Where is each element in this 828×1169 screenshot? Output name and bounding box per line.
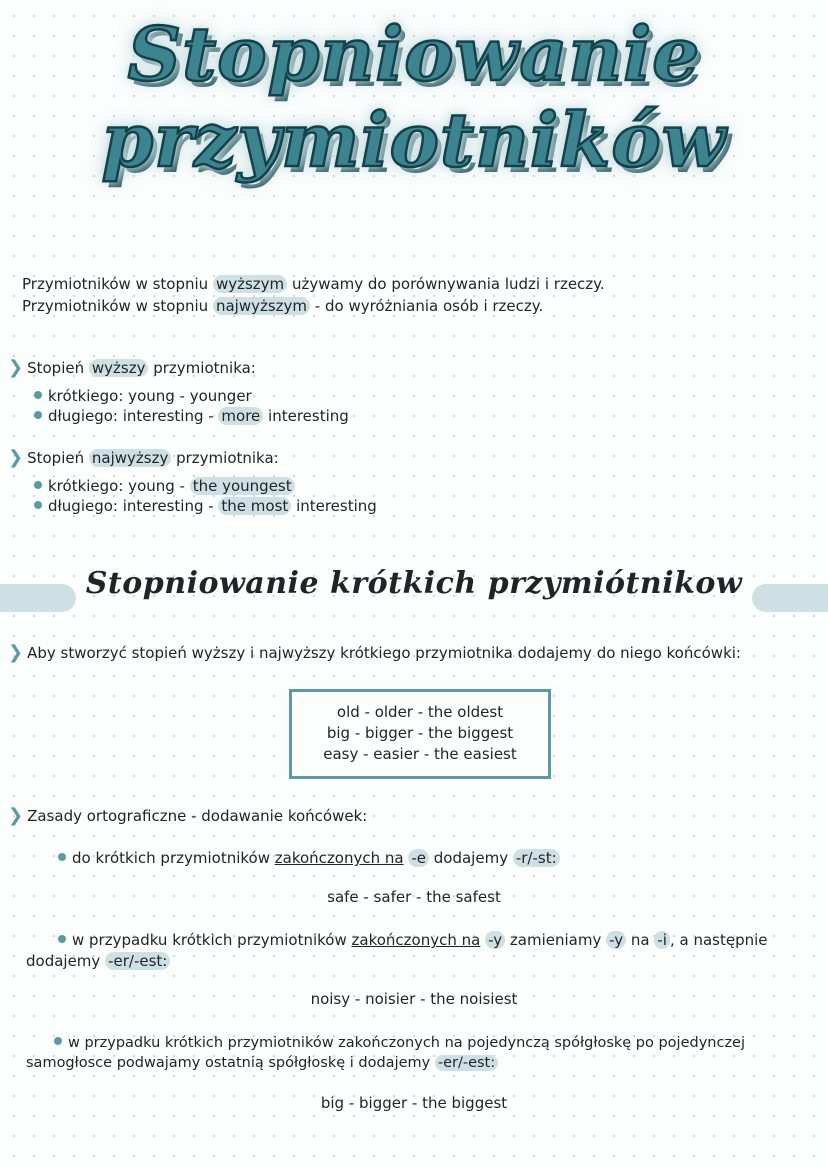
intro-highlight-wyzszym: wyższym <box>213 275 287 293</box>
section-rule <box>8 642 741 664</box>
bullet-icon <box>34 501 42 509</box>
intro-line-2-text-a: Przymiotników w stopniu <box>22 297 213 315</box>
spelling-rule-2-highlight-1: -y <box>485 931 505 949</box>
comparative-heading <box>8 357 256 379</box>
spelling-rule-3-line-2-text: samogłosce podwajamy ostatnią spółgłoskę i dodajemy <box>26 1055 435 1071</box>
spelling-rule-2-underline: zakończonych na <box>351 931 481 949</box>
spelling-rule-2-highlight-3: -i <box>654 931 670 949</box>
spelling-heading <box>8 805 367 827</box>
superlative-item-short <box>34 476 295 497</box>
spelling-example-1: safe - safer - the safest <box>327 888 501 906</box>
spelling-example-3: big - bigger - the biggest <box>320 1094 508 1112</box>
superlative-item-long-text-b: interesting <box>291 497 377 515</box>
spelling-rule-2-text-d: , a następnie <box>669 931 768 949</box>
comparative-heading-highlight: wyższy <box>89 359 149 377</box>
example-line: old - older - the oldest <box>336 703 504 721</box>
superlative-item-short-text: krótkiego: young - <box>48 477 190 495</box>
chevron-right-icon: ❯ <box>8 447 24 468</box>
example-line: big - bigger - the biggest <box>326 724 514 742</box>
chevron-right-icon: ❯ <box>8 642 24 663</box>
superlative-heading <box>8 447 279 469</box>
spelling-rule-3-line-2-highlight: -er/-est: <box>435 1055 498 1071</box>
comparative-item-long <box>34 406 349 427</box>
chevron-right-icon: ❯ <box>8 357 24 378</box>
comparative-item-long-text-a: długiego: interesting - <box>48 407 219 425</box>
spelling-rule-3-text: w przypadku krótkich przymiotników zakończonych na pojedynczą spółgłoskę po pojedynczej <box>68 1035 746 1051</box>
intro-highlight-najwyzszym: najwyższym <box>213 297 310 315</box>
comparative-item-short <box>34 386 252 407</box>
superlative-item-short-highlight: the youngest <box>190 477 295 495</box>
comparative-heading-text-b: przymiotnika: <box>148 359 256 377</box>
bullet-icon <box>58 935 66 943</box>
intro-line-2-text-b: - do wyróżniania osób i rzeczy. <box>310 297 544 315</box>
spelling-rule-3-line-2 <box>26 1053 498 1074</box>
intro-line-1-text-b: używamy do porównywania ludzi i rzeczy. <box>287 275 605 293</box>
superlative-heading-text-b: przymiotnika: <box>171 449 279 467</box>
example-line: easy - easier - the easiest <box>323 745 517 763</box>
spelling-rule-2-highlight-2: -y <box>606 931 626 949</box>
spelling-rule-3 <box>54 1033 745 1054</box>
bullet-icon <box>58 853 66 861</box>
comparative-item-short-text: krótkiego: young - younger <box>48 387 252 405</box>
examples-box <box>289 689 551 779</box>
intro-line-1-text-a: Przymiotników w stopniu <box>22 275 213 293</box>
spelling-rule-2-text-b: zamieniamy <box>505 931 607 949</box>
spelling-rule-1-text-b: dodajemy <box>429 849 513 867</box>
comparative-item-long-highlight: more <box>218 407 263 425</box>
bullet-icon <box>54 1037 62 1045</box>
bullet-icon <box>34 481 42 489</box>
spelling-rule-2-line-2 <box>26 951 170 972</box>
spelling-rule-1-highlight-1: -e <box>408 849 429 867</box>
bullet-icon <box>34 411 42 419</box>
superlative-heading-text-a: Stopień <box>27 449 89 467</box>
spelling-rule-2 <box>58 930 768 951</box>
comparative-heading-text-a: Stopień <box>27 359 89 377</box>
page-title-line-2: przymiotników <box>101 98 727 184</box>
spelling-rule-1-text-a: do krótkich przymiotników <box>72 849 275 867</box>
spelling-example-2: noisy - noisier - the noisiest <box>310 990 518 1008</box>
chevron-right-icon: ❯ <box>8 805 24 826</box>
spelling-rule-1-underline: zakończonych na <box>274 849 404 867</box>
page-title-line-1: Stopniowanie <box>127 12 701 98</box>
spelling-rule-1-highlight-2: -r/-st: <box>513 849 560 867</box>
superlative-item-long-highlight: the most <box>218 497 291 515</box>
bullet-icon <box>34 391 42 399</box>
spelling-rule-2-line-2-highlight: -er/-est: <box>105 952 170 970</box>
intro-line-2 <box>22 296 543 317</box>
section-title: Stopniowanie krótkich przymiótnikow <box>85 566 743 601</box>
intro-line-1 <box>22 274 605 295</box>
spelling-heading-text: Zasady ortograficzne - dodawanie końcówek: <box>27 807 368 825</box>
spelling-rule-2-text-c: na <box>626 931 655 949</box>
superlative-item-long <box>34 496 377 517</box>
comparative-item-long-text-b: interesting <box>263 407 349 425</box>
spelling-rule-2-line-2-text: dodajemy <box>26 952 106 970</box>
spelling-rule-1 <box>58 848 560 869</box>
superlative-heading-highlight: najwyższy <box>89 449 171 467</box>
spelling-rule-2-text-a: w przypadku krótkich przymiotników <box>72 931 352 949</box>
superlative-item-long-text-a: długiego: interesting - <box>48 497 219 515</box>
section-rule-text: Aby stworzyć stopień wyższy i najwyższy krótkiego przymiotnika dodajemy do niego końcówki: <box>27 644 741 662</box>
